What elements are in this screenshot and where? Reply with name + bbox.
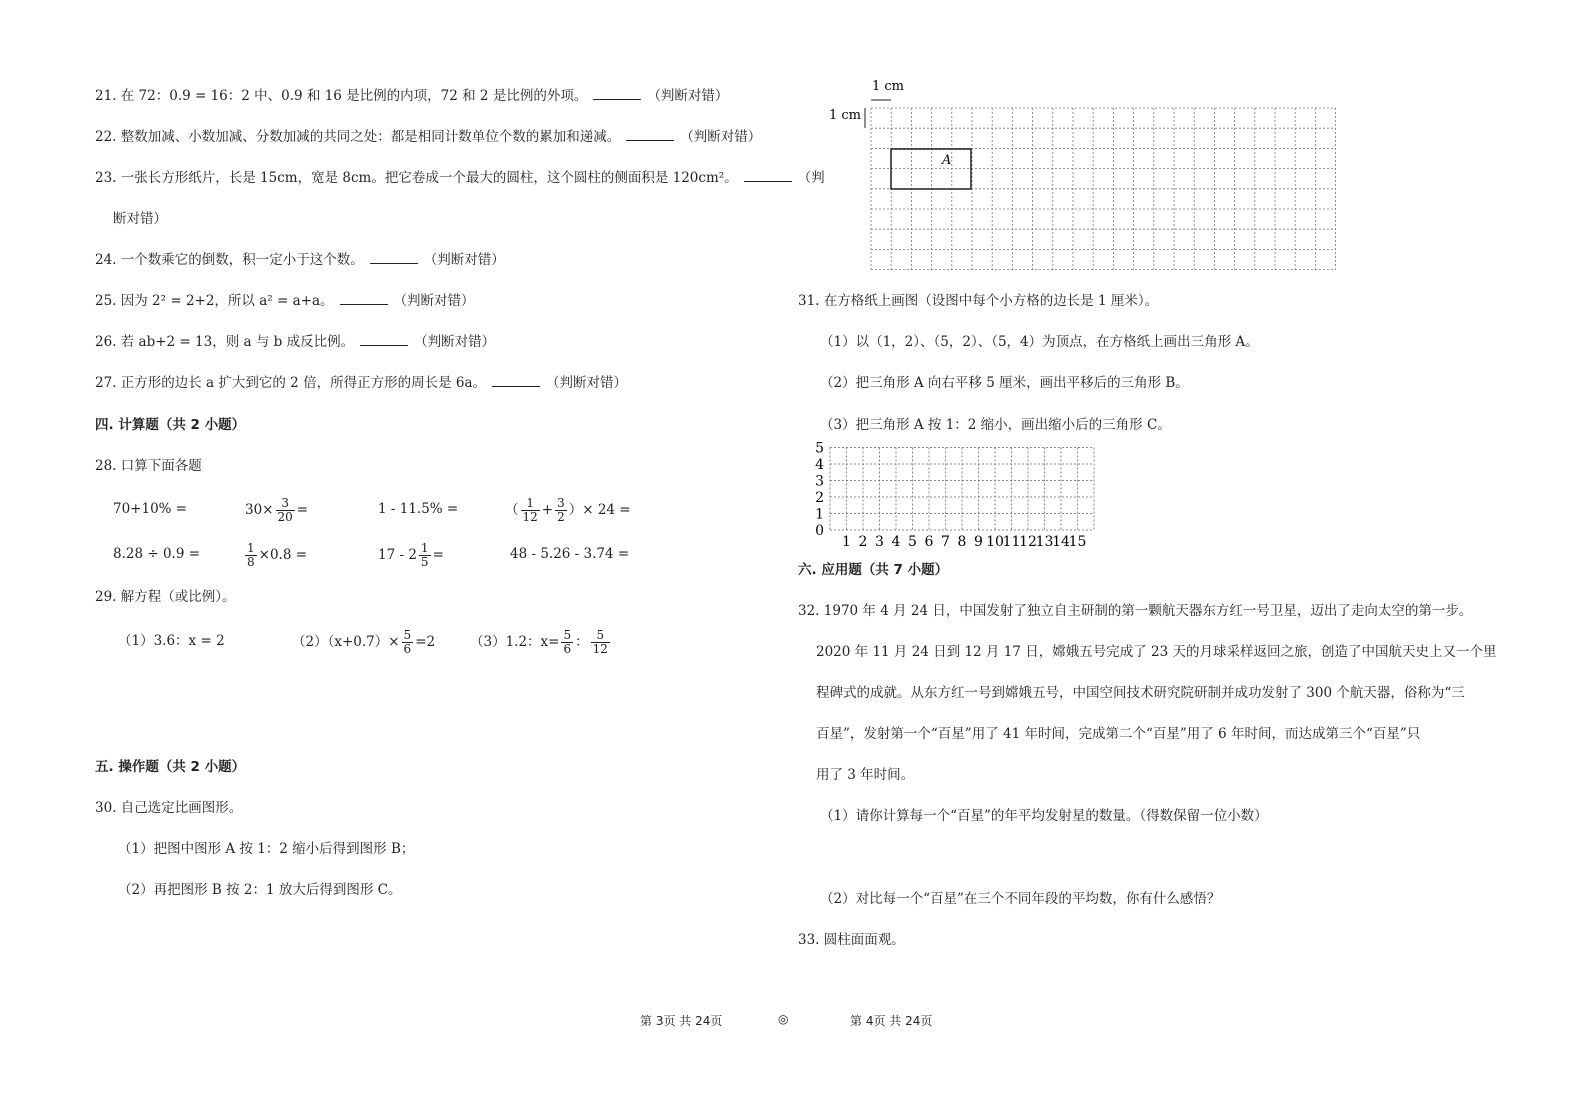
question-31-part-2: （2）把三角形 A 向右平移 5 厘米，画出平移后的三角形 B。 (820, 375, 1189, 391)
footer-right-page: 第 4页 共 24页 (850, 1014, 933, 1028)
scale-label-vertical: 1 cm (829, 108, 862, 123)
numerator: 1 (247, 541, 255, 555)
y-axis-tick-label: 3 (815, 473, 824, 490)
question-32-line-1: 32. 1970 年 4 月 24 日，中国发射了独立自主研制的第一颗航天器东方红一号卫星，迈出了走向太空的第一步。 (798, 603, 1473, 619)
calc-item-8: 48 - 5.26 - 3.74 = (510, 546, 630, 562)
x-axis-tick-label: 14 (1052, 534, 1070, 550)
question-33: 33. 圆柱面面观。 (798, 932, 905, 948)
coordinate-grid-31 (808, 440, 1108, 555)
fraction (419, 542, 431, 569)
x-axis-tick-label: 7 (941, 534, 950, 550)
equation-prefix: （2）（x+0.7）× (292, 634, 400, 650)
question-31: 31. 在方格纸上画图（设图中每个小方格的边长是 1 厘米）。 (798, 293, 1159, 309)
footer-separator-icon: ◎ (778, 1012, 789, 1026)
x-axis-tick-label: 4 (891, 534, 901, 550)
numerator: 1 (521, 497, 540, 511)
question-21 (95, 87, 728, 105)
paren-open: （ (505, 502, 519, 518)
question-tail: （判断对错） (393, 293, 475, 309)
x-axis-tick-label: 8 (957, 534, 967, 550)
coordinate-labels (815, 441, 1086, 551)
calc-item-5: 8.28 ÷ 0.9 = (113, 546, 201, 562)
numerator: 5 (591, 629, 610, 643)
question-32-line-5: 用了 3 年时间。 (816, 767, 915, 783)
question-text: 21. 在 72：0.9 = 16：2 中、0.9 和 16 是比例的内项，72 和 2 是比例的外项。 (95, 88, 588, 104)
question-32-line-2: 2020 年 11 月 24 日到 12 月 17 日，嫦娥五号完成了 23 天的月球采样返回之旅，创造了中国航天史上又一个里 (816, 644, 1497, 660)
calc-item-6 (243, 541, 307, 569)
plus-sign: + (541, 502, 554, 518)
fraction (402, 629, 414, 656)
x-axis-tick-label: 5 (908, 534, 917, 550)
denominator: 5 (420, 555, 429, 569)
calc-suffix: = (296, 502, 309, 518)
question-tail: （判 (797, 170, 825, 186)
question-32-part-2: （2）对比每一个“百星”在三个不同年段的平均数，你有什么感悟？ (820, 891, 1221, 907)
question-text: 27. 正方形的边长 a 扩大到它的 2 倍，所得正方形的周长是 6a。 (95, 375, 486, 391)
x-axis-tick-label: 1 (842, 534, 851, 550)
numerator: 3 (276, 497, 295, 511)
answer-blank[interactable] (744, 169, 792, 182)
calc-item-7 (378, 541, 444, 569)
equation-prefix: （3）1.2：x= (470, 634, 560, 650)
y-axis-tick-label: 2 (815, 490, 824, 506)
calc-prefix: 30× (245, 502, 274, 518)
question-31-part-1: （1）以（1，2）、（5，2）、（5，4）为顶点，在方格纸上画出三角形 A。 (820, 334, 1259, 350)
question-32-line-4: 百星”，发射第一个“百星”用了 41 年时间，完成第二个“百星”用了 6 年时间，而达成第三个“百星”只 (816, 726, 1421, 742)
question-32-part-1: （1）请你计算每一个“百星”的年平均发射星的数量。（得数保留一位小数） (820, 808, 1268, 824)
equation-suffix: =2 (415, 634, 436, 650)
numerator: 3 (557, 496, 565, 510)
fraction (591, 629, 610, 656)
question-30-part-1: （1）把图中图形 A 按 1：2 缩小后得到图形 B； (118, 841, 415, 857)
denominator: 6 (563, 642, 572, 656)
denominator: 20 (277, 510, 293, 524)
question-tail: （判断对错） (647, 88, 729, 104)
shape-label-A: A (942, 153, 952, 168)
question-32-line-3: 程碑式的成就。从东方红一号到嫦娥五号，中国空间技术研究院研制并成功发射了 300 个航天器，俗称为“三 (816, 685, 1465, 701)
section-heading-operation: 五. 操作题（共 2 小题） (95, 759, 246, 775)
footer-left-page: 第 3页 共 24页 (640, 1014, 723, 1028)
question-28: 28. 口算下面各题 (95, 458, 202, 474)
question-23-tail: 断对错） (113, 211, 167, 227)
x-axis-tick-label: 2 (858, 534, 868, 550)
question-27 (95, 374, 627, 392)
section-heading-application: 六. 应用题（共 7 小题） (798, 562, 949, 578)
question-text: 25. 因为 2² = 2+2，所以 a² = a+a。 (95, 293, 334, 309)
answer-blank[interactable] (593, 87, 641, 100)
answer-blank[interactable] (370, 251, 418, 264)
question-26 (95, 333, 495, 351)
x-axis-tick-label: 9 (974, 534, 983, 550)
section-heading-calc: 四. 计算题（共 2 小题） (95, 417, 246, 433)
calc-suffix: ）× 24 = (568, 502, 631, 518)
x-axis-tick-label: 12 (1019, 534, 1037, 550)
fraction (245, 542, 257, 569)
denominator: 2 (557, 510, 565, 524)
question-tail: （判断对错） (680, 129, 762, 145)
answer-blank[interactable] (492, 374, 540, 387)
x-axis-tick-label: 13 (1035, 534, 1054, 550)
denominator: 12 (592, 642, 608, 656)
equation-1: （1）3.6：x = 2 (118, 633, 225, 649)
numerator: 1 (420, 541, 429, 555)
answer-blank[interactable] (360, 333, 408, 346)
x-axis-tick-label: 15 (1068, 534, 1087, 550)
question-tail: （判断对错） (546, 375, 627, 391)
calc-suffix: = (432, 547, 444, 563)
calc-prefix: 17 - 2 (378, 547, 417, 563)
calc-item-3: 1 - 11.5% = (378, 501, 459, 517)
denominator: 12 (522, 510, 538, 524)
x-axis-tick-label: 11 (1002, 534, 1021, 550)
denominator: 8 (247, 555, 255, 569)
coordinate-dashed-grid (830, 448, 1094, 531)
fraction (521, 497, 540, 524)
grid-figure-30 (825, 76, 1350, 276)
y-axis-tick-label: 4 (815, 457, 824, 473)
calc-item-4 (505, 496, 631, 524)
calc-suffix: ×0.8 = (258, 547, 308, 563)
numerator: 5 (563, 628, 572, 642)
question-22 (95, 128, 761, 146)
y-axis-tick-label: 0 (815, 523, 824, 539)
question-text: 22. 整数加减、小数加减、分数加减的共同之处：都是相同计数单位个数的累加和递减。 (95, 129, 621, 145)
fraction (561, 629, 573, 656)
calc-item-2 (245, 496, 308, 524)
question-text: 23. 一张长方形纸片，长是 15cm，宽是 8cm。把它卷成一个最大的圆柱，这个圆柱的侧面积是 120cm²。 (95, 170, 738, 186)
calc-item-1: 70+10% = (113, 501, 188, 517)
question-30: 30. 自己选定比画图形。 (95, 800, 243, 816)
x-axis-tick-label: 3 (875, 534, 884, 550)
question-23 (95, 169, 825, 187)
numerator: 5 (403, 628, 412, 642)
denominator: 6 (403, 642, 412, 656)
x-axis-tick-label: 6 (924, 534, 934, 550)
equation-3 (470, 628, 612, 656)
answer-blank[interactable] (340, 292, 388, 305)
question-25 (95, 292, 475, 310)
ratio-colon: ： (575, 634, 589, 650)
question-text: 24. 一个数乘它的倒数，积一定小于这个数。 (95, 252, 364, 268)
y-axis-tick-label: 5 (815, 440, 824, 457)
question-30-part-2: （2）再把图形 B 按 2：1 放大后得到图形 C。 (118, 882, 402, 898)
fraction (276, 497, 295, 524)
question-tail: （判断对错） (414, 334, 496, 350)
question-29: 29. 解方程（或比例）。 (95, 589, 236, 605)
question-tail: （判断对错） (423, 252, 505, 268)
question-31-part-3: （3）把三角形 A 按 1：2 缩小，画出缩小后的三角形 C。 (820, 417, 1171, 433)
fraction (555, 497, 567, 524)
scale-label-horizontal: 1 cm (872, 79, 905, 94)
equation-2 (292, 628, 435, 656)
answer-blank[interactable] (626, 128, 674, 141)
y-axis-tick-label: 1 (815, 506, 824, 523)
question-text: 26. 若 ab+2 = 13，则 a 与 b 成反比例。 (95, 334, 355, 350)
x-axis-tick-label: 10 (986, 534, 1004, 550)
question-24 (95, 251, 505, 269)
